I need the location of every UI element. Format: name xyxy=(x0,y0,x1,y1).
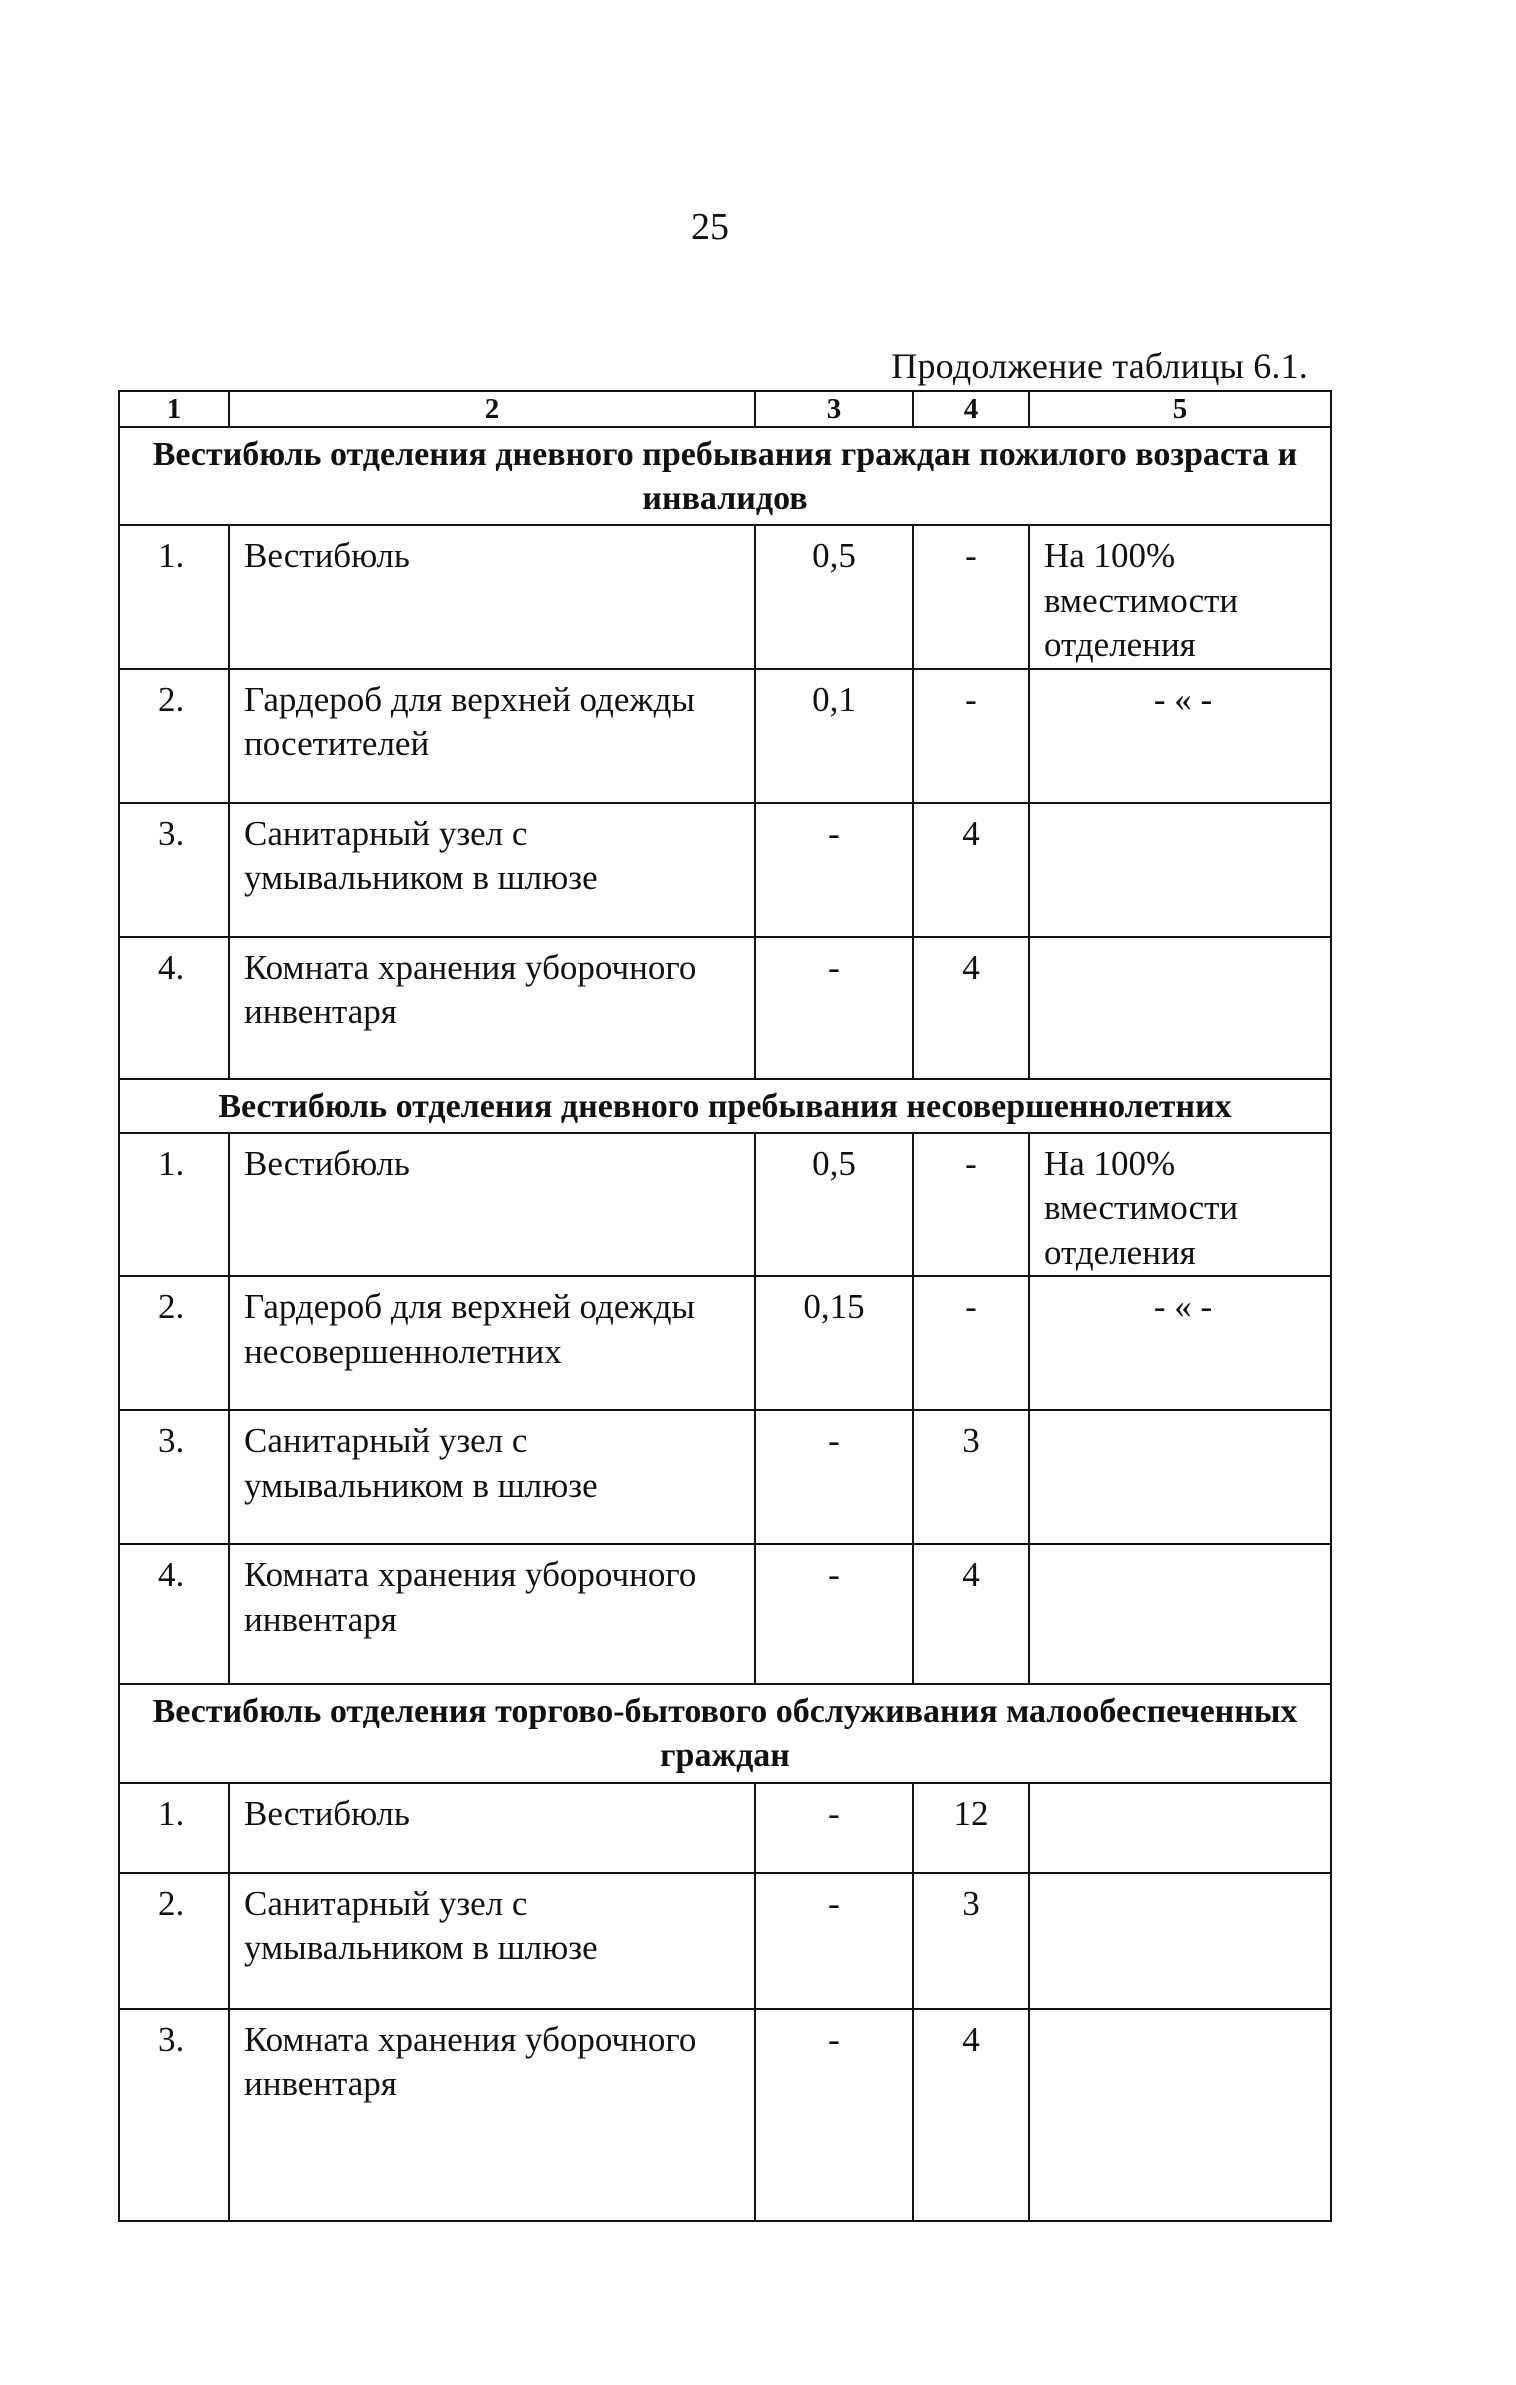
header-col-2: 2 xyxy=(229,391,755,427)
header-col-4: 4 xyxy=(913,391,1029,427)
row-col3: 0,15 xyxy=(755,1276,913,1410)
continuation-label: Продолжение таблицы 6.1. xyxy=(891,346,1308,386)
row-col4: 4 xyxy=(913,803,1029,937)
row-note: - « - xyxy=(1029,1276,1331,1410)
header-col-5: 5 xyxy=(1029,391,1331,427)
row-number: 1. xyxy=(119,525,229,668)
row-col4: 4 xyxy=(913,937,1029,1079)
row-number: 1. xyxy=(119,1783,229,1873)
section-title-row xyxy=(119,427,1331,525)
row-col3: - xyxy=(755,803,913,937)
table-row xyxy=(119,1410,1331,1544)
row-number: 2. xyxy=(119,669,229,803)
row-col3: - xyxy=(755,1783,913,1873)
row-name: Вестибюль xyxy=(229,525,755,668)
header-col-3: 3 xyxy=(755,391,913,427)
row-number: 3. xyxy=(119,2009,229,2221)
table-row xyxy=(119,1783,1331,1873)
row-col4: - xyxy=(913,525,1029,668)
row-note xyxy=(1029,1410,1331,1544)
row-number: 2. xyxy=(119,1276,229,1410)
row-col3: 0,5 xyxy=(755,1133,913,1276)
section-title: Вестибюль отделения дневного пребывания несовершеннолетних xyxy=(119,1079,1331,1133)
row-name: Гардероб для верхней одежды несовершеннолетних xyxy=(229,1276,755,1410)
row-col3: - xyxy=(755,937,913,1079)
row-note xyxy=(1029,1873,1331,2009)
header-col-1: 1 xyxy=(119,391,229,427)
table-row xyxy=(119,803,1331,937)
section-title: Вестибюль отделения торгово-бытового обслуживания малообеспеченных граждан xyxy=(119,1684,1331,1782)
row-note xyxy=(1029,2009,1331,2221)
row-col4: - xyxy=(913,1133,1029,1276)
row-name: Санитарный узел с умывальником в шлюзе xyxy=(229,1410,755,1544)
section-title: Вестибюль отделения дневного пребывания граждан пожилого возраста и инвалидов xyxy=(119,427,1331,525)
table-row xyxy=(119,1276,1331,1410)
row-col3: 0,1 xyxy=(755,669,913,803)
row-col3: - xyxy=(755,1544,913,1684)
table-row xyxy=(119,2009,1331,2221)
row-name: Комната хранения уборочного инвентаря xyxy=(229,1544,755,1684)
row-number: 1. xyxy=(119,1133,229,1276)
table-row xyxy=(119,1544,1331,1684)
row-col4: 12 xyxy=(913,1783,1029,1873)
section-title-row xyxy=(119,1684,1331,1782)
row-name: Комната хранения уборочного инвентаря xyxy=(229,2009,755,2221)
row-note xyxy=(1029,1783,1331,1873)
row-name: Вестибюль xyxy=(229,1783,755,1873)
row-note xyxy=(1029,803,1331,937)
table-row xyxy=(119,669,1331,803)
table-row xyxy=(119,1873,1331,2009)
page-number: 25 xyxy=(691,206,729,248)
table-row xyxy=(119,937,1331,1079)
row-note: На 100% вместимости отделения xyxy=(1029,525,1331,668)
header-row xyxy=(119,391,1331,427)
rooms-table xyxy=(118,390,1332,2222)
row-note xyxy=(1029,1544,1331,1684)
row-number: 2. xyxy=(119,1873,229,2009)
row-col4: 4 xyxy=(913,2009,1029,2221)
row-name: Гардероб для верхней одежды посетителей xyxy=(229,669,755,803)
row-name: Комната хранения уборочного инвентаря xyxy=(229,937,755,1079)
row-name: Санитарный узел с умывальником в шлюзе xyxy=(229,803,755,937)
row-number: 3. xyxy=(119,1410,229,1544)
row-col3: - xyxy=(755,2009,913,2221)
row-name: Санитарный узел с умывальником в шлюзе xyxy=(229,1873,755,2009)
row-col4: 4 xyxy=(913,1544,1029,1684)
row-col4: 3 xyxy=(913,1873,1029,2009)
row-note xyxy=(1029,937,1331,1079)
row-number: 4. xyxy=(119,937,229,1079)
row-note: - « - xyxy=(1029,669,1331,803)
table-row xyxy=(119,1133,1331,1276)
row-col3: - xyxy=(755,1410,913,1544)
row-note: На 100% вместимости отделения xyxy=(1029,1133,1331,1276)
section-title-row xyxy=(119,1079,1331,1133)
row-name: Вестибюль xyxy=(229,1133,755,1276)
row-col4: - xyxy=(913,669,1029,803)
row-number: 3. xyxy=(119,803,229,937)
row-col4: - xyxy=(913,1276,1029,1410)
row-col3: - xyxy=(755,1873,913,2009)
row-col4: 3 xyxy=(913,1410,1029,1544)
row-number: 4. xyxy=(119,1544,229,1684)
row-col3: 0,5 xyxy=(755,525,913,668)
table-row xyxy=(119,525,1331,668)
